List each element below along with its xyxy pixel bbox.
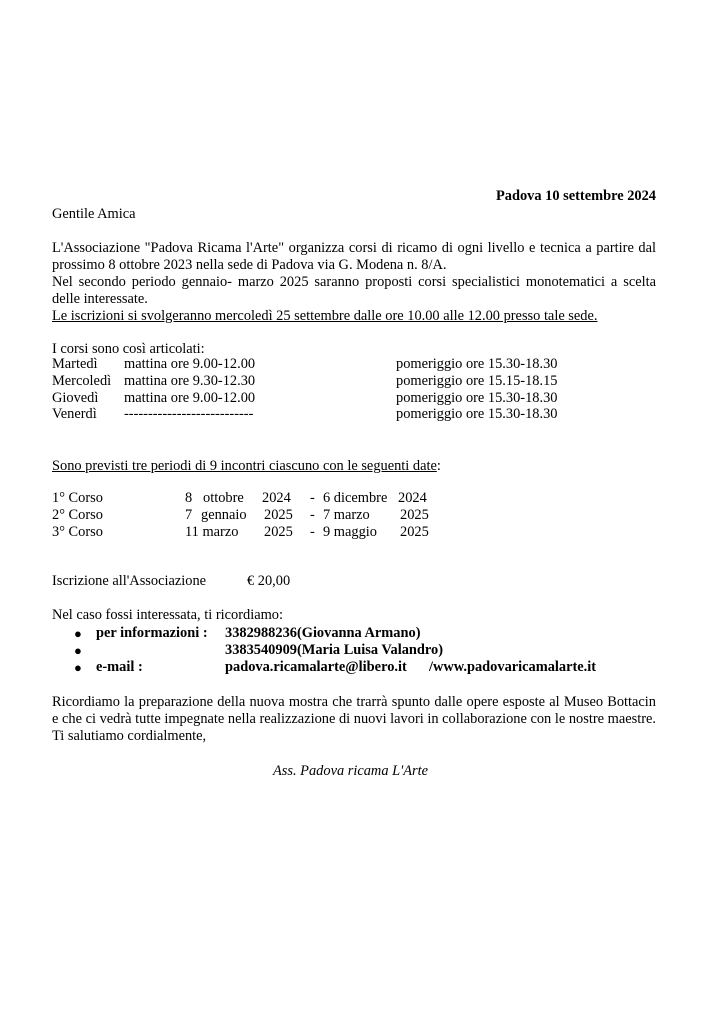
period-start-day: 7: [185, 507, 193, 523]
period-start-year: 2025: [264, 524, 293, 540]
period-dash: -: [310, 507, 315, 523]
period-start-month: gennaio: [201, 507, 247, 523]
fee-label: Iscrizione all'Associazione: [52, 573, 207, 589]
schedule-morning: mattina ore 9.00-12.00: [124, 356, 256, 372]
period-start-year: 2024: [262, 490, 291, 506]
period-end-year: 2025: [400, 524, 429, 540]
schedule-afternoon: pomeriggio ore 15.15-18.15: [396, 373, 558, 389]
schedule-title: I corsi sono così articolati:: [52, 341, 205, 357]
intro-line-1: L'Associazione "Padova Ricama l'Arte" organizza corsi di ricamo di ogni livello e tecnica a partire dal: [52, 240, 656, 256]
schedule-day: Venerdì: [52, 406, 97, 422]
period-end-year: 2024: [398, 490, 427, 506]
website-value: /www.padovaricamalarte.it: [429, 659, 597, 675]
bullet-icon: ●: [74, 626, 82, 641]
period-end: 9 maggio: [323, 524, 377, 540]
fee-amount: € 20,00: [247, 573, 291, 589]
contact-value: 3382988236(Giovanna Armano): [225, 625, 421, 641]
intro-line-4: delle interessate.: [52, 291, 148, 307]
schedule-afternoon: pomeriggio ore 15.30-18.30: [396, 406, 558, 422]
intro-line-3: Nel secondo periodo gennaio- marzo 2025 saranno proposti corsi specialistici monotematici a scelta: [52, 274, 656, 290]
registration-notice: Le iscrizioni si svolgeranno mercoledì 25 settembre dalle ore 10.00 alle 12.00 presso tale sede.: [52, 308, 598, 324]
schedule-morning: ---------------------------: [124, 406, 254, 422]
period-start-month: ottobre: [203, 490, 244, 506]
signature: Ass. Padova ricama L'Arte: [273, 763, 428, 779]
schedule-morning: mattina ore 9.00-12.00: [124, 390, 256, 406]
periods-title-colon: :: [436, 458, 441, 474]
periods-title: [52, 458, 441, 475]
period-course: 1° Corso: [52, 490, 103, 506]
contact-label: e-mail :: [96, 659, 143, 675]
contact-value: 3383540909(Maria Luisa Valandro): [225, 642, 444, 658]
period-start-day: 11 marzo: [185, 524, 239, 540]
contacts-intro: Nel caso fossi interessata, ti ricordiamo:: [52, 607, 283, 623]
period-end: 6 dicembre: [323, 490, 388, 506]
period-dash: -: [310, 524, 315, 540]
contact-label: per informazioni :: [96, 625, 208, 641]
period-dash: -: [310, 490, 315, 506]
intro-line-2: prossimo 8 ottobre 2023 nella sede di Padova via G. Modena n. 8/A.: [52, 257, 447, 273]
document-date: Padova 10 settembre 2024: [495, 188, 656, 204]
greeting: Gentile Amica: [52, 206, 136, 222]
closing-line-1: Ricordiamo la preparazione della nuova mostra che trarrà spunto dalle opere esposte al Museo Bottacin: [52, 694, 656, 710]
periods-title-text: Sono previsti tre periodi di 9 incontri ciascuno con le seguenti date: [52, 458, 437, 474]
period-start-day: 8: [185, 490, 193, 506]
period-end: 7 marzo: [323, 507, 370, 523]
closing-line-3: Ti salutiamo cordialmente,: [52, 728, 207, 744]
period-start-year: 2025: [264, 507, 293, 523]
bullet-icon: ●: [74, 643, 82, 658]
email-value: padova.ricamalarte@libero.it: [225, 659, 407, 675]
schedule-afternoon: pomeriggio ore 15.30-18.30: [396, 390, 558, 406]
period-end-year: 2025: [400, 507, 429, 523]
schedule-day: Mercoledì: [52, 373, 112, 389]
period-course: 2° Corso: [52, 507, 103, 523]
schedule-morning: mattina ore 9.30-12.30: [124, 373, 256, 389]
schedule-day: Giovedì: [52, 390, 99, 406]
closing-line-2: e che ci vedrà tutte impegnate nella realizzazione di nuovi lavori in collaborazione con le nostre maestre.: [52, 711, 656, 727]
bullet-icon: ●: [74, 660, 82, 675]
period-course: 3° Corso: [52, 524, 103, 540]
schedule-afternoon: pomeriggio ore 15.30-18.30: [396, 356, 558, 372]
schedule-day: Martedì: [52, 356, 98, 372]
